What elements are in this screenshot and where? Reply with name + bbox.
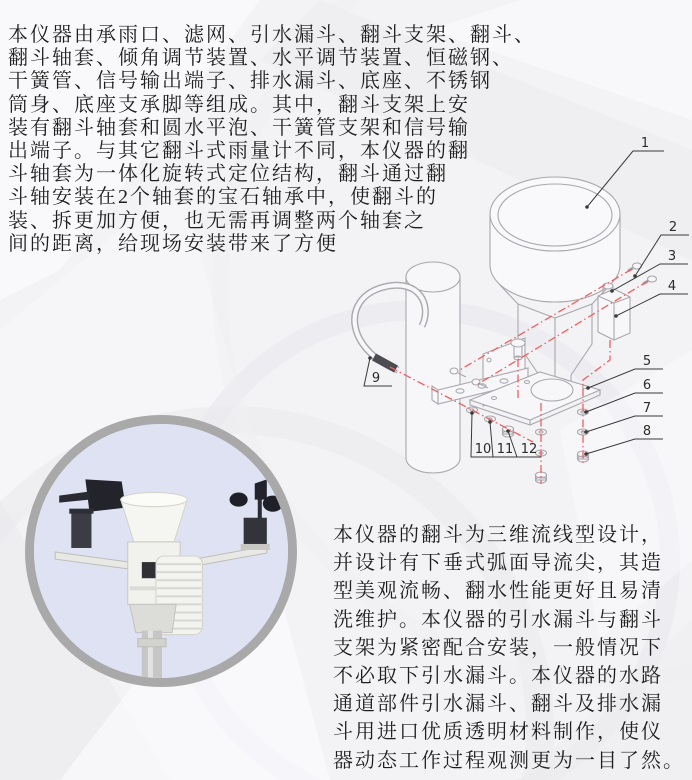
description-line: 斗用进口优质透明材料制作，使仪: [333, 721, 663, 744]
intro-line: 干簧管、信号输出端子、排水漏斗、底座、不锈钢: [8, 70, 492, 93]
callout-2: [633, 220, 689, 278]
description-line: 器动态工作过程观测更为一目了然。: [333, 749, 685, 772]
description-line: 通道部件引水漏斗、翻斗及排水漏: [333, 693, 663, 716]
description-line: 洗维护。本仪器的引水漏斗与翻斗: [333, 608, 663, 631]
svg-text:6: 6: [642, 378, 652, 393]
callout-7: [584, 401, 663, 434]
description-paragraph: [333, 521, 689, 775]
intro-line: 筒身、底座支承脚等组成。其中，翻斗支架上安: [8, 93, 470, 116]
svg-text:7: 7: [642, 401, 652, 416]
description-line: 支架为紧密配合安装，一般情况下: [333, 636, 663, 659]
callout-6: [584, 378, 663, 414]
intro-line: 装、拆更加方便，也无需再调整两个轴套之: [8, 209, 426, 232]
callout-3: [610, 249, 688, 293]
intro-line: 出端子。与其它翻斗式雨量计不同，本仪器的翻: [8, 140, 470, 163]
intro-line: 本仪器由承雨口、滤网、引水漏斗、翻斗支架、翻斗、: [8, 24, 536, 46]
svg-text:1: 1: [640, 136, 650, 151]
svg-text:8: 8: [642, 424, 652, 439]
intro-line: 装有翻斗轴套和圆水平泡、干簧管支架和信号输: [8, 116, 470, 139]
intro-line: 间的距离，给现场安装带来了方便: [8, 232, 338, 255]
description-line: 并设计有下垂式弧面导流尖，其造: [333, 552, 663, 575]
svg-text:2: 2: [668, 220, 678, 235]
svg-text:11: 11: [496, 442, 514, 457]
svg-text:4: 4: [667, 279, 677, 294]
intro-line: 翻斗轴套、倾角调节装置、水平调节装置、恒磁钢、: [8, 47, 514, 70]
description-line: 不必取下引水漏斗。本仪器的水路: [333, 665, 663, 688]
intro-line: 斗轴安装在2个轴套的宝石轴承中，使翻斗的: [8, 186, 438, 209]
intro-line: 斗轴套为一体化旋转式定位结构，翻斗通过翻: [8, 163, 448, 186]
intro-paragraph: [8, 24, 588, 256]
svg-text:5: 5: [642, 354, 652, 369]
side-bracket-drawing: [598, 289, 630, 340]
callout-5: [586, 354, 663, 390]
svg-text:9: 9: [371, 371, 381, 386]
svg-text:12: 12: [520, 442, 538, 457]
description-line: 本仪器的翻斗为三维流线型设计，: [333, 524, 663, 546]
svg-text:10: 10: [474, 442, 492, 457]
description-line: 型美观流畅、翻水性能更好且易清: [333, 580, 663, 603]
svg-text:3: 3: [667, 249, 677, 264]
weather-station-photo: [25, 415, 297, 687]
